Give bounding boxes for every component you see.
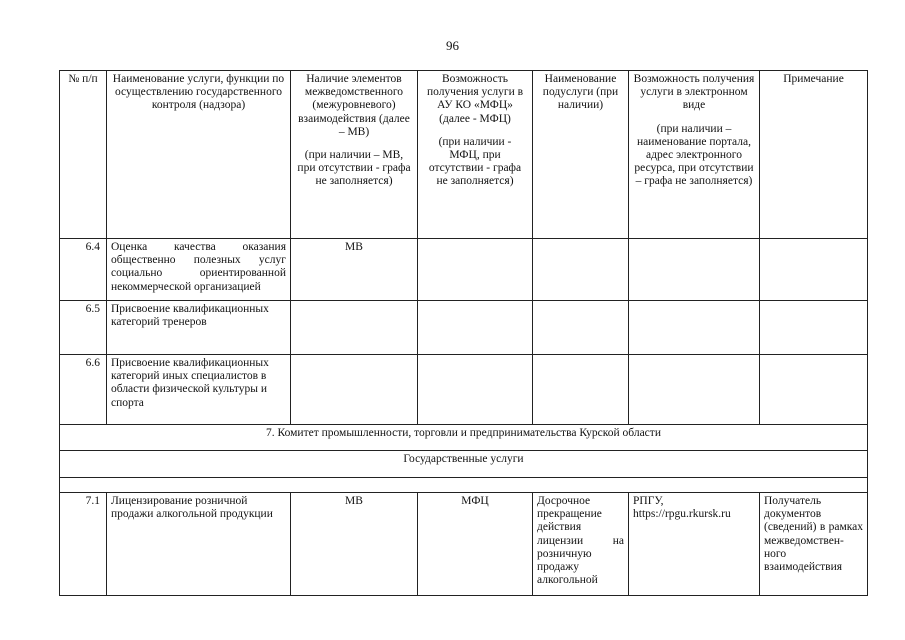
services-table (59, 70, 868, 596)
header-mfc (418, 71, 533, 239)
header-electronic-note: (при наличии – наименование портала, адрес электронного ресурса, при отсутствии – графа не заполняется) (634, 122, 754, 188)
section-row (60, 425, 868, 451)
row-note (760, 355, 868, 425)
row-note (760, 301, 868, 355)
row-subservice (533, 355, 629, 425)
row-service-name: Присвоение квалификационных категорий иных специалистов в области физической культуры и спорта (107, 355, 291, 425)
row-electronic (629, 301, 760, 355)
row-num: 6.4 (60, 239, 107, 301)
spacer-cell (60, 478, 868, 493)
row-mv (291, 301, 418, 355)
row-note (760, 239, 868, 301)
header-electronic (629, 71, 760, 239)
row-num: 7.1 (60, 493, 107, 596)
row-electronic (629, 239, 760, 301)
row-subservice: Досрочное прекращение действия лицензии на розничную продажу алкогольной (533, 493, 629, 596)
table-row (60, 239, 868, 301)
subsection-row (60, 451, 868, 478)
row-mv: МВ (291, 493, 418, 596)
row-mfc (418, 355, 533, 425)
row-service-name: Лицензирование розничной продажи алкогольной продукции (107, 493, 291, 596)
row-mfc (418, 301, 533, 355)
header-mfc-title: Возможность получения услуги в АУ КО «МФЦ» (далее - МФЦ) (426, 73, 524, 125)
header-mv-note: (при наличии – МВ, при отсутствии - графа не заполняется) (297, 149, 411, 188)
table-row (60, 493, 868, 596)
row-subservice (533, 301, 629, 355)
row-num: 6.6 (60, 355, 107, 425)
header-mv (291, 71, 418, 239)
row-service-name: Оценка качества оказания общественно полезных услуг социально ориентированной некоммерческой организацией (107, 239, 291, 301)
row-electronic (629, 355, 760, 425)
table-header-row (60, 71, 868, 239)
row-mfc (418, 239, 533, 301)
header-mv-title: Наличие элементов межведомственного (межуровневого) взаимодействия (далее – МВ) (298, 73, 410, 138)
table-row (60, 355, 868, 425)
page-number: 96 (446, 38, 459, 53)
row-subservice (533, 239, 629, 301)
header-note: Примечание (760, 71, 868, 239)
row-mfc: МФЦ (418, 493, 533, 596)
header-service-name: Наименование услуги, функции по осуществлению государственного контроля (надзора) (107, 71, 291, 239)
header-subservice: Наименование подуслуги (при наличии) (533, 71, 629, 239)
subsection-title: Государственные услуги (60, 451, 868, 478)
row-mv: МВ (291, 239, 418, 301)
row-num: 6.5 (60, 301, 107, 355)
row-mv (291, 355, 418, 425)
section-title: 7. Комитет промышленности, торговли и предпринимательства Курской области (60, 425, 868, 451)
row-electronic: РПГУ, https://rpgu.rkursk.ru (629, 493, 760, 596)
header-num: № п/п (60, 71, 107, 239)
spacer-row (60, 478, 868, 493)
row-service-name: Присвоение квалификационных категорий тренеров (107, 301, 291, 355)
header-electronic-title: Возможность получения услуги в электронном виде (633, 73, 755, 112)
header-mfc-note: (при наличии - МФЦ, при отсутствии - графа не заполняется) (428, 135, 522, 188)
table-row (60, 301, 868, 355)
row-note: Получатель документов (сведений) в рамках межведомствен-ного взаимодействия (760, 493, 868, 596)
